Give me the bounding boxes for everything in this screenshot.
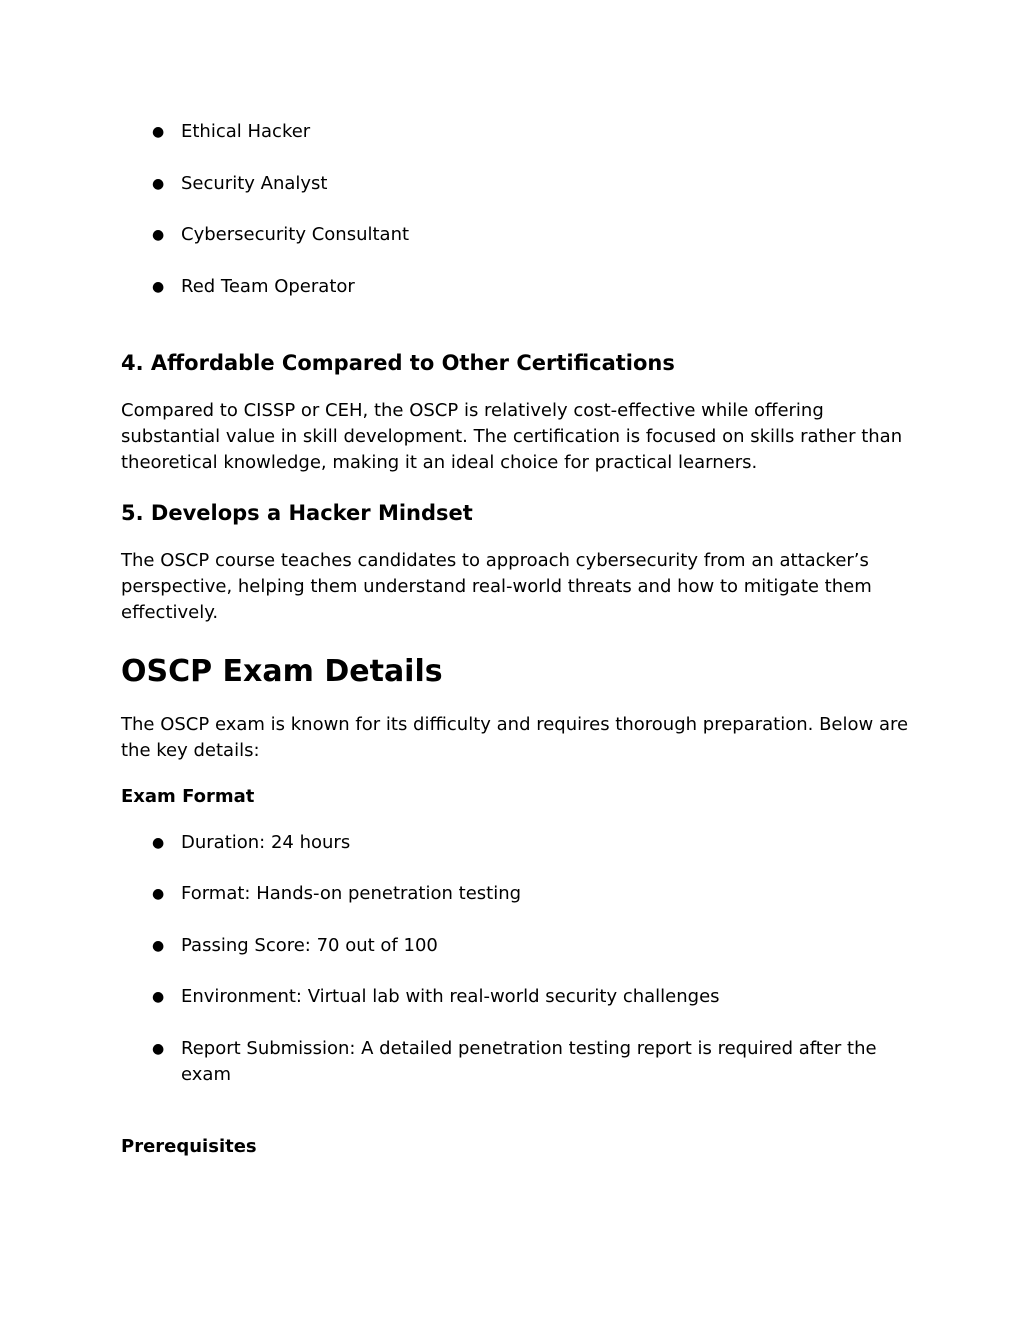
list-item bbox=[121, 119, 911, 145]
bullet-icon: ● bbox=[152, 886, 165, 902]
career-roles-list bbox=[121, 119, 911, 300]
list-item-text: Report Submission: A detailed penetration testing report is required after the exam bbox=[181, 1037, 877, 1085]
list-item-text: Format: Hands-on penetration testing bbox=[181, 883, 522, 904]
section-5-body: The OSCP course teaches candidates to approach cybersecurity from an attacker’s perspective, helping them understand real-world threats and how to mitigate them effectively. bbox=[121, 549, 872, 623]
list-item-text: Security Analyst bbox=[181, 172, 328, 194]
section-5-heading: 5. Develops a Hacker Mindset bbox=[121, 500, 473, 525]
list-item bbox=[121, 933, 911, 959]
list-item bbox=[121, 984, 911, 1010]
section-4-heading: 4. Affordable Compared to Other Certifications bbox=[121, 350, 675, 375]
bullet-icon: ● bbox=[152, 937, 165, 954]
bullet-icon: ● bbox=[152, 834, 165, 851]
bullet-icon: ● bbox=[152, 175, 165, 192]
bullet-icon: ● bbox=[152, 227, 165, 243]
list-item bbox=[121, 1036, 911, 1088]
list-item bbox=[121, 222, 911, 248]
list-item-text: Environment: Virtual lab with real-world security challenges bbox=[181, 986, 720, 1007]
exam-format-list bbox=[121, 830, 911, 1088]
list-item bbox=[121, 274, 911, 300]
exam-intro: The OSCP exam is known for its difficulty and requires thorough preparation. Below are the key details: bbox=[121, 713, 909, 761]
list-item-text: Duration: 24 hours bbox=[181, 831, 351, 853]
bullet-icon: ● bbox=[152, 124, 165, 140]
exam-details-title: OSCP Exam Details bbox=[121, 653, 443, 689]
prerequisites-heading: Prerequisites bbox=[121, 1135, 257, 1157]
list-item-text: Ethical Hacker bbox=[181, 121, 311, 142]
list-item-text: Passing Score: 70 out of 100 bbox=[181, 934, 438, 956]
list-item bbox=[121, 171, 911, 197]
bullet-icon: ● bbox=[152, 1040, 165, 1057]
list-item bbox=[121, 830, 911, 856]
list-item bbox=[121, 881, 911, 907]
list-item-text: Cybersecurity Consultant bbox=[181, 224, 410, 245]
bullet-icon: ● bbox=[152, 989, 165, 1005]
exam-format-heading: Exam Format bbox=[121, 785, 255, 807]
section-4-body: Compared to CISSP or CEH, the OSCP is relatively cost-effective while offering substantial value in skill development. The certification is focused on skills rather than theoretical knowledge, making it an ideal choice for practical learners. bbox=[121, 399, 903, 473]
document-content bbox=[121, 119, 911, 1160]
bullet-icon: ● bbox=[152, 278, 165, 295]
list-item-text: Red Team Operator bbox=[181, 275, 355, 297]
